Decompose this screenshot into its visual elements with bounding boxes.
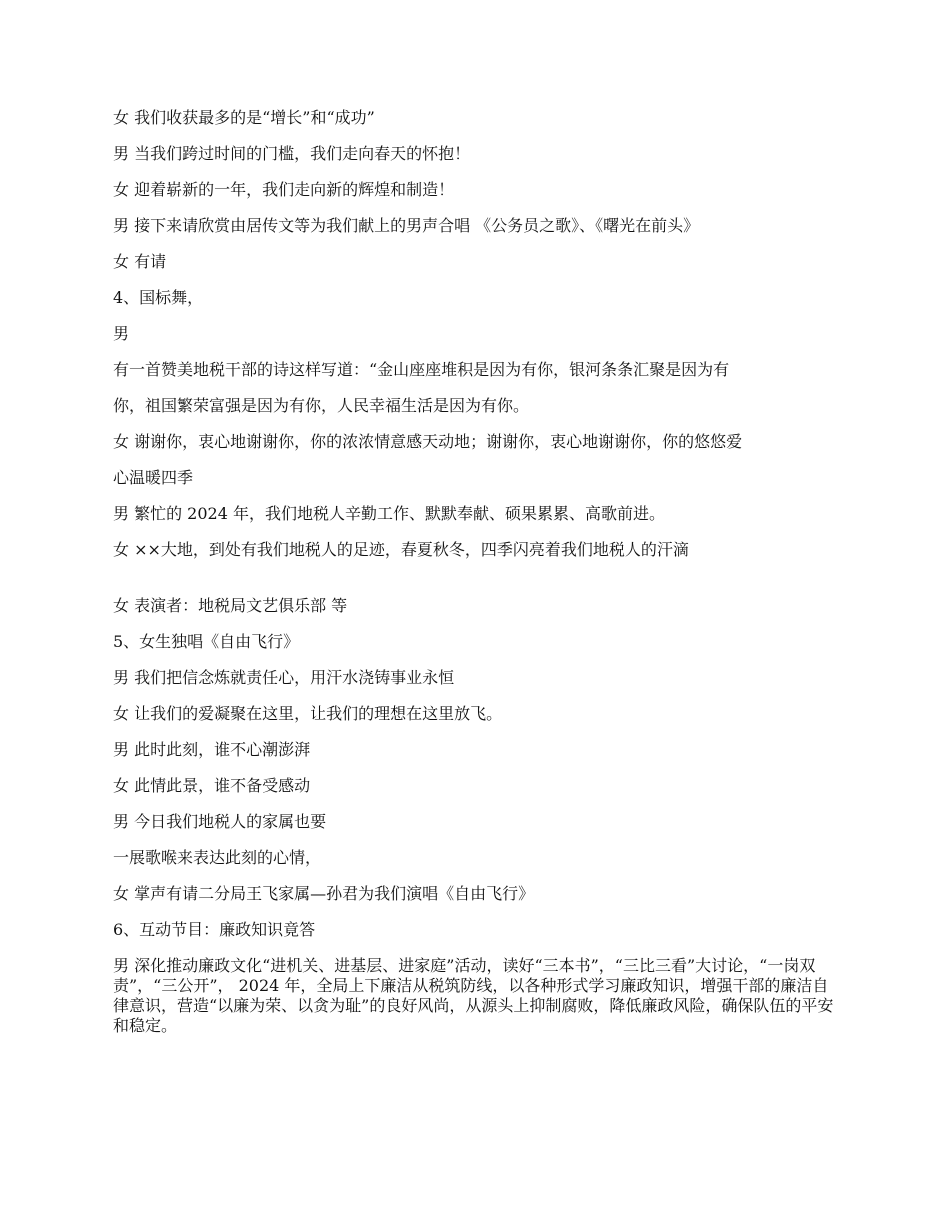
blank-gap [113, 560, 838, 596]
paragraph-13: 女 ××大地，到处有我们地税人的足迹，春夏秋冬，四季闪亮着我们地税人的汗滴 [113, 540, 689, 559]
paragraph-11: 心温暖四季 [113, 468, 194, 487]
paragraph-24: 男 深化推动廉政文化“进机关、进基层、进家庭”活动，读好“三本书”，“三比三看”大讨论，“一岗双责”，“三公开”， 2024 年，全局上下廉洁从税筑防线，以各种形式学习廉政知识，增强干部的廉洁自律意识，营造“以廉为荣、以贪为耻”的良好风尚，从源头上抑制腐败，降低廉政风险，确保队伍的平安和稳定。 [113, 956, 834, 1035]
paragraph-4: 男 接下来请欣赏由居传文等为我们献上的男声合唱 《公务员之歌》、《曙光在前头》 [113, 216, 700, 235]
paragraph-10: 女 谢谢你，衷心地谢谢你，你的浓浓情意感天动地；谢谢你，衷心地谢谢你，你的悠悠爱 [113, 432, 743, 451]
paragraph-7: 男 [113, 324, 130, 343]
paragraph-20: 男 今日我们地税人的家属也要 [113, 812, 327, 831]
paragraph-22: 女 掌声有请二分局王飞家属—孙君为我们演唱《自由飞行》 [113, 884, 535, 903]
document-page [113, 108, 838, 1052]
paragraph-17: 女 让我们的爱凝聚在这里，让我们的理想在这里放飞。 [113, 704, 503, 723]
paragraph-8: 有一首赞美地税干部的诗这样写道：“金山座座堆积是因为有你，银河条条汇聚是因为有 [113, 360, 730, 379]
paragraph-19: 女 此情此景，谁不备受感动 [113, 776, 311, 795]
section-heading-5: 5、女生独唱《自由飞行》 [113, 632, 300, 651]
paragraph-14: 女 表演者：地税局文艺俱乐部 等 [113, 596, 348, 615]
paragraph-2: 男 当我们跨过时间的门槛，我们走向春天的怀抱！ [113, 144, 471, 163]
paragraph-12: 男 繁忙的 2024 年，我们地税人辛勤工作、默默奉献、硕果累累、高歌前进。 [113, 504, 665, 523]
paragraph-9: 你，祖国繁荣富强是因为有你，人民幸福生活是因为有你。 [113, 396, 530, 415]
paragraph-18: 男 此时此刻，谁不心潮澎湃 [113, 740, 311, 759]
paragraph-1: 女 我们收获最多的是“增长”和“成功” [113, 108, 375, 127]
paragraph-21: 一展歌喉来表达此刻的心情， [113, 848, 322, 867]
paragraph-3: 女 迎着崭新的一年，我们走向新的辉煌和制造！ [113, 180, 455, 199]
paragraph-16: 男 我们把信念炼就责任心，用汗水浇铸事业永恒 [113, 668, 455, 687]
section-heading-4: 4、国标舞， [113, 288, 204, 307]
paragraph-5: 女 有请 [113, 252, 167, 271]
section-heading-6: 6、互动节目：廉政知识竟答 [113, 920, 316, 939]
